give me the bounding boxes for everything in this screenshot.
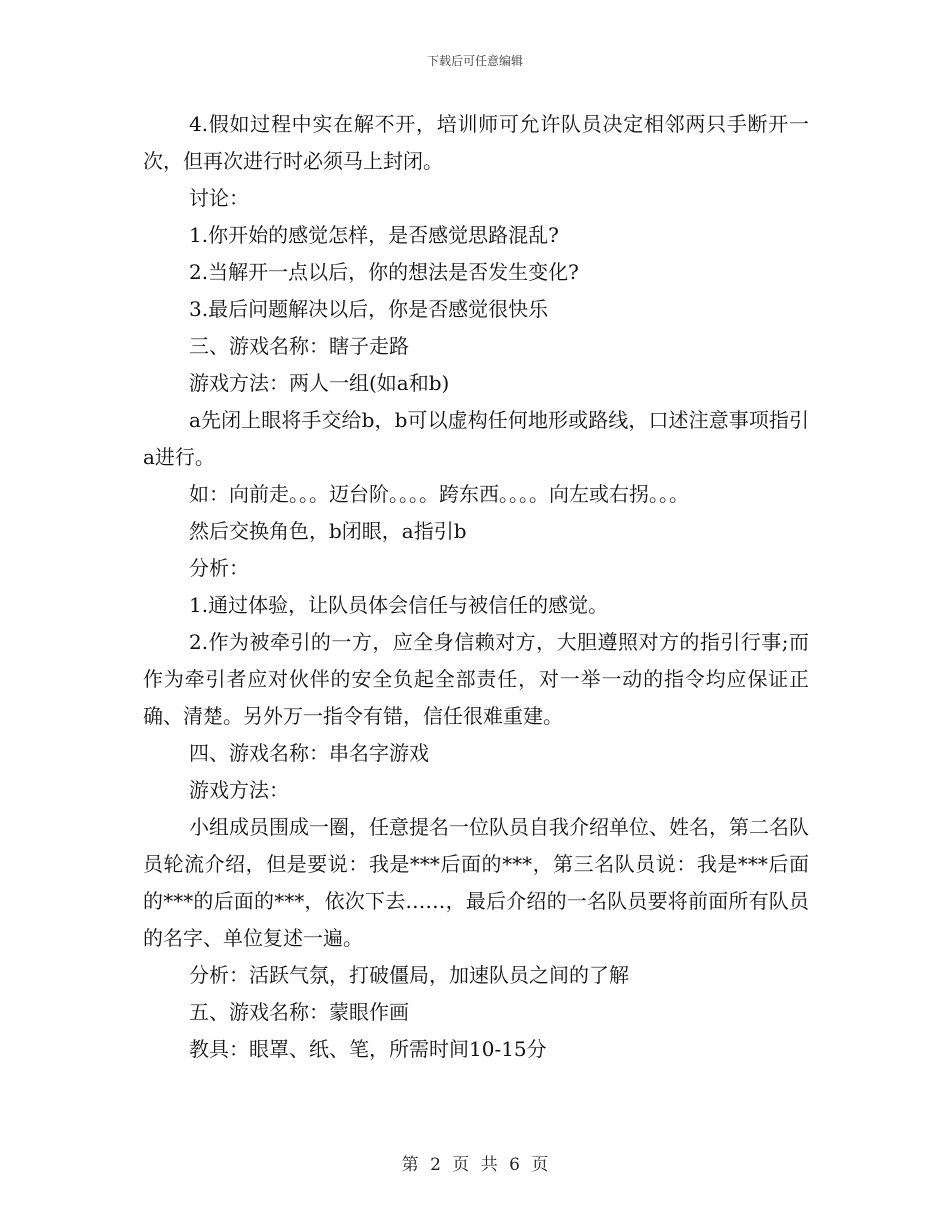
paragraph-discussion-1: 1.你开始的感觉怎样，是否感觉思路混乱? (189, 223, 559, 247)
document-body (143, 106, 809, 1068)
paragraph-equipment: 教具：眼罩、纸、笔，所需时间10-15分 (189, 1037, 547, 1061)
section-heading-5: 五、游戏名称：蒙眼作画 (189, 1000, 409, 1024)
section-heading-4: 四、游戏名称：串名字游戏 (189, 741, 429, 765)
paragraph-analysis-1: 1.通过体验，让队员体会信任与被信任的感觉。 (189, 593, 609, 617)
paragraph-step-4: 4.假如过程中实在解不开，培训师可允许队员决定相邻两只手断开一次，但再次进行时必须马上封闭。 (143, 112, 809, 173)
paragraph-discussion-2: 2.当解开一点以后，你的想法是否发生变化? (189, 260, 579, 284)
section-heading-3: 三、游戏名称：瞎子走路 (189, 334, 409, 358)
paragraph-analysis-2: 2.作为被牵引的一方，应全身信赖对方，大胆遵照对方的指引行事;而作为牵引者应对伙伴的安全负起全部责任，对一举一动的指令均应保证正确、清楚。另外万一指令有错，信任很难重建。 (143, 630, 809, 728)
page-header: 下载后可任意编辑 (426, 54, 523, 68)
paragraph-game-method-4: 游戏方法： (189, 778, 289, 802)
page-footer: 第 2 页 共 6 页 (401, 1155, 549, 1175)
paragraph-analysis-heading: 分析： (189, 556, 249, 580)
paragraph-name-chain: 小组成员围成一圈，任意提名一位队员自我介绍单位、姓名，第二名队员轮流介绍，但是要说：我是***后面的***，第三名队员说：我是***后面的***的后面的***，依次下去……，最后介绍的一名队员要将前面所有队员的名字、单位复述一遍。 (143, 815, 809, 950)
paragraph-game-instructions: a先闭上眼将手交给b，b可以虚构任何地形或路线，口述注意事项指引a进行。 (143, 408, 809, 469)
paragraph-swap-roles: 然后交换角色，b闭眼，a指引b (189, 519, 467, 543)
paragraph-discussion-3: 3.最后问题解决以后，你是否感觉很快乐 (189, 297, 549, 321)
paragraph-example: 如：向前走。。。迈台阶。。。。跨东西。。。。向左或右拐。。。 (189, 482, 689, 506)
paragraph-analysis-4: 分析：活跃气氛，打破僵局，加速队员之间的了解 (189, 963, 629, 987)
paragraph-discussion-heading: 讨论： (189, 186, 249, 210)
paragraph-game-method: 游戏方法：两人一组(如a和b) (189, 371, 450, 395)
